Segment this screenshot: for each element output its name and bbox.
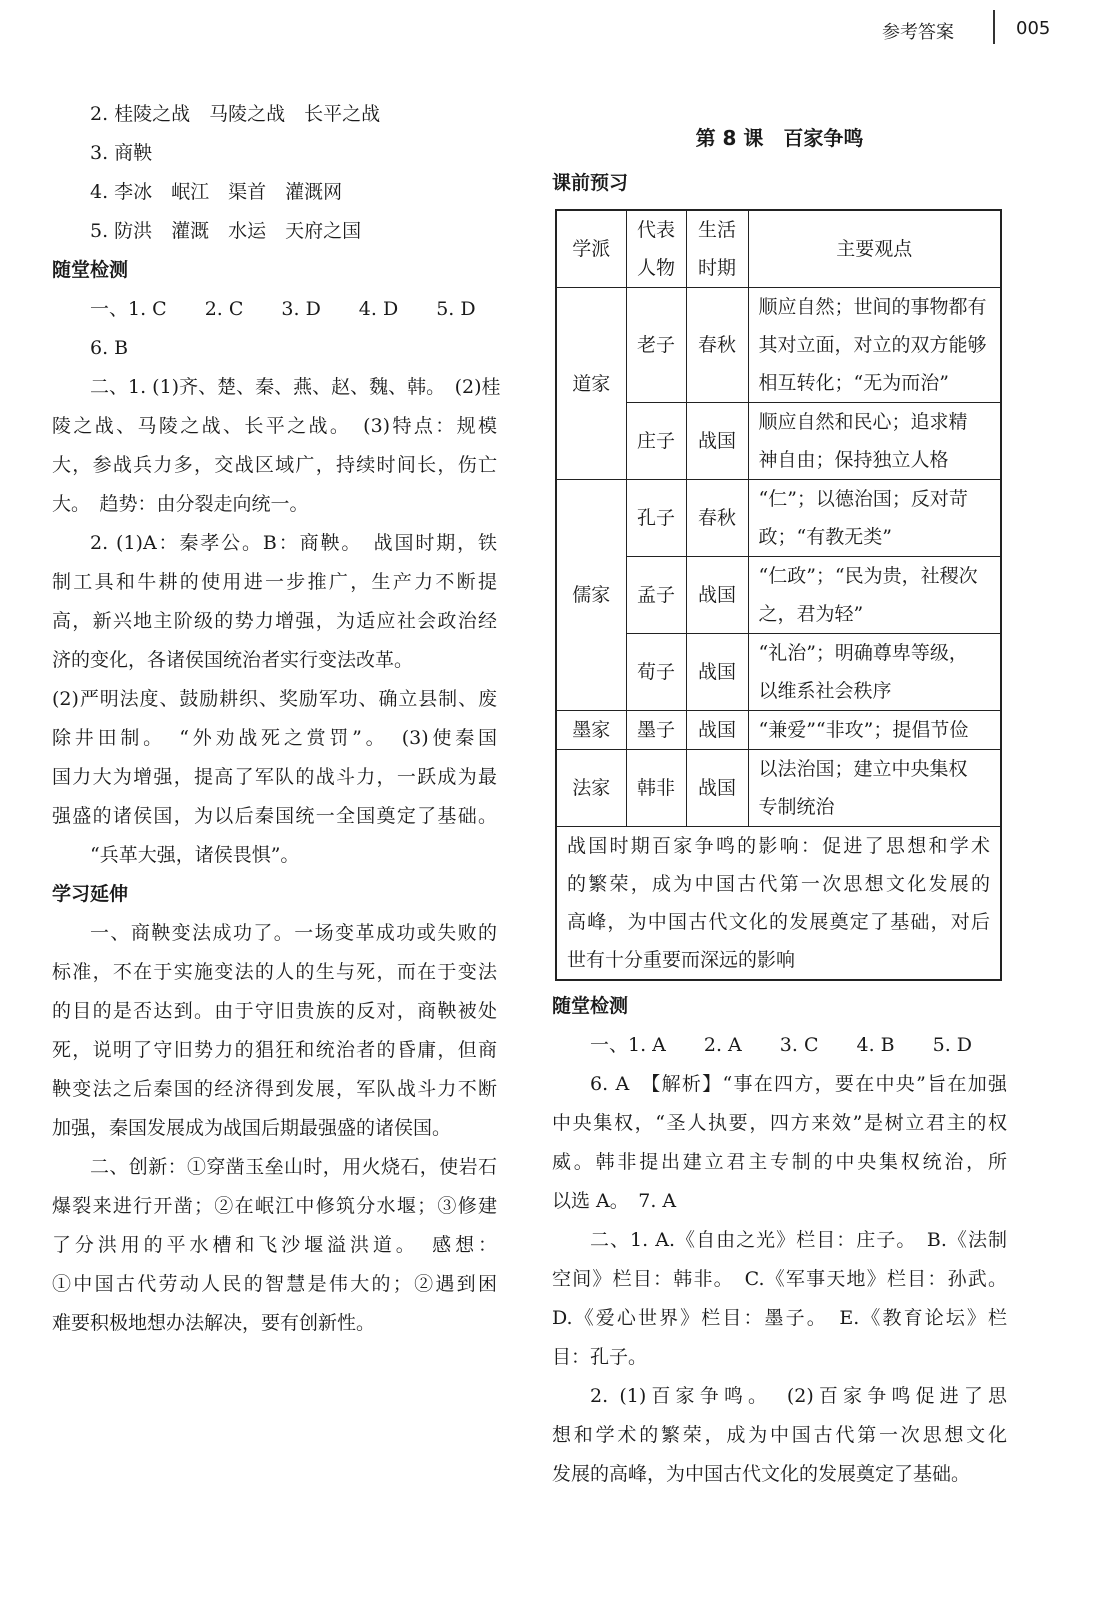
answer-line: 2. 桂陵之战 马陵之战 长平之战 (90, 103, 381, 125)
table-row (556, 288, 1001, 403)
text-line: 济的变化，各诸侯国统治者实行变法改革。 (52, 649, 414, 671)
text-line: 二、创新：①穿凿玉垒山时，用火烧石，使岩石 (90, 1156, 497, 1178)
right-column (552, 118, 1007, 1494)
header-period: 生活 时期 (686, 210, 748, 288)
header-divider (993, 10, 995, 44)
text-line: 大。 趋势：由分裂走向统一。 (52, 493, 309, 515)
text-line: 强盛的诸侯国，为以后秦国统一全国奠定了基础。 (52, 805, 497, 827)
view-cell: “礼治”；明确尊卑等级， 以维系社会秩序 (748, 634, 1001, 711)
answer-line: 5. 防洪 灌溉 水运 天府之国 (90, 220, 362, 242)
text-line: 高，新兴地主阶级的势力增强，为适应社会政治经 (52, 610, 497, 632)
era-cell: 春秋 (686, 288, 748, 403)
answer-paragraph (52, 914, 497, 1148)
table-row (556, 711, 1001, 750)
left-column (52, 95, 501, 1343)
text-line: 空间》栏目：韩非。 C.《军事天地》栏目：孙武。 (552, 1268, 1007, 1290)
person-cell: 孔子 (626, 480, 686, 557)
era-cell: 春秋 (686, 480, 748, 557)
header-representative: 代表 人物 (626, 210, 686, 288)
text-line: 二、1. A.《自由之光》栏目：庄子。 B.《法制 (590, 1229, 1007, 1251)
text-line: 6. A 【解析】“事在四方，要在中央”旨在加强 (590, 1073, 1007, 1095)
table-row (556, 750, 1001, 827)
text-line: ①中国古代劳动人民的智慧是伟大的；②遇到困 (52, 1273, 497, 1295)
text-line: 的目的是否达到。由于守旧贵族的反对，商鞅被处 (52, 1000, 497, 1022)
person-cell: 韩非 (626, 750, 686, 827)
header-views: 主要观点 (748, 210, 1001, 288)
mc-answers: 6. B (90, 337, 129, 359)
lesson-title: 第 8 课 百家争鸣 (695, 126, 864, 150)
person-cell: 孟子 (626, 557, 686, 634)
text-line: 大，参战兵力多，交战区域广，持续时间长，伤亡 (52, 454, 497, 476)
text-line: “兵革大强，诸侯畏惧”。 (90, 844, 300, 866)
text-line: 一、商鞅变法成功了。一场变革成功或失败的 (90, 922, 497, 944)
era-cell: 战国 (686, 403, 748, 480)
school-cell: 法家 (556, 750, 626, 827)
text-line: 制工具和牛耕的使用进一步推广，生产力不断提 (52, 571, 497, 593)
era-cell: 战国 (686, 634, 748, 711)
section-heading: 学习延伸 (52, 883, 129, 905)
person-cell: 老子 (626, 288, 686, 403)
text-line: 目：孔子。 (552, 1346, 648, 1368)
text-line: 2. (1)A：秦孝公。B：商鞅。 战国时期，铁 (90, 532, 497, 554)
answer-paragraph (552, 1377, 1007, 1494)
text-line: 了分洪用的平水槽和飞沙堰溢洪道。 感想： (52, 1234, 497, 1256)
section-heading: 课前预习 (552, 172, 629, 194)
text-line: 陵之战、马陵之战、长平之战。 (3)特点：规模 (52, 415, 497, 437)
header-school: 学派 (556, 210, 626, 288)
era-cell: 战国 (686, 750, 748, 827)
table-summary-row (556, 827, 1001, 981)
text-line: 以选 A。 7. A (552, 1190, 677, 1212)
page-number: 005 (1016, 18, 1051, 39)
person-cell: 墨子 (626, 711, 686, 750)
school-cell: 儒家 (556, 480, 626, 711)
view-cell: “仁”；以德治国；反对苛 政；“有教无类” (748, 480, 1001, 557)
school-cell: 墨家 (556, 711, 626, 750)
summary-cell: 战国时期百家争鸣的影响：促进了思想和学术 的繁荣，成为中国古代第一次思想文化发展的 高峰，为中国古代文化的发展奠定了基础，对后 世有十分重要而深远的影响 (556, 827, 1001, 981)
era-cell: 战国 (686, 557, 748, 634)
header-title: 参考答案 (882, 22, 954, 43)
schools-table (555, 209, 1002, 981)
mc-answers: 一、1. A 2. A 3. C 4. B 5. D (590, 1034, 973, 1056)
answer-paragraph (52, 368, 501, 524)
person-cell: 庄子 (626, 403, 686, 480)
text-line: 难要积极地想办法解决，要有创新性。 (52, 1312, 376, 1334)
view-cell: 顺应自然；世间的事物都有 其对立面，对立的双方能够 相互转化；“无为而治” (748, 288, 1001, 403)
answer-paragraph (52, 524, 497, 875)
mc-answers: 一、1. C 2. C 3. D 4. D 5. D (90, 298, 476, 320)
text-line: 二、1. (1)齐、楚、秦、燕、赵、魏、韩。 (2)桂 (90, 376, 501, 398)
era-cell: 战国 (686, 711, 748, 750)
answer-paragraph (52, 1148, 497, 1343)
school-cell: 道家 (556, 288, 626, 480)
text-line: 发展的高峰，为中国古代文化的发展奠定了基础。 (552, 1463, 971, 1485)
text-line: 中央集权，“圣人执要，四方来效”是树立君主的权 (552, 1112, 1007, 1134)
text-line: (2)严明法度、鼓励耕织、奖励军功、确立县制、废 (52, 688, 497, 710)
answer-line: 3. 商鞅 (90, 142, 153, 164)
text-line: 想和学术的繁荣，成为中国古代第一次思想文化 (552, 1424, 1007, 1446)
text-line: 加强，秦国发展成为战国后期最强盛的诸侯国。 (52, 1117, 452, 1139)
answer-paragraph (552, 1221, 1007, 1377)
view-cell: “兼爱”“非攻”；提倡节俭 (748, 711, 1001, 750)
text-line: 除井田制。 “外劝战死之赏罚”。 (3)使秦国 (52, 727, 497, 749)
answer-line: 4. 李冰 岷江 渠首 灌溉网 (90, 181, 343, 203)
text-line: 国力大为增强，提高了军队的战斗力，一跃成为最 (52, 766, 497, 788)
text-line: D.《爱心世界》栏目：墨子。 E.《教育论坛》栏 (552, 1307, 1007, 1329)
table-row (556, 480, 1001, 557)
view-cell: “仁政”；“民为贵，社稷次 之，君为轻” (748, 557, 1001, 634)
text-line: 鞅变法之后秦国的经济得到发展，军队战斗力不断 (52, 1078, 497, 1100)
section-heading: 随堂检测 (52, 259, 129, 281)
section-heading: 随堂检测 (552, 995, 629, 1017)
view-cell: 顺应自然和民心；追求精 神自由；保持独立人格 (748, 403, 1001, 480)
text-line: 威。韩非提出建立君主专制的中央集权统治，所 (552, 1151, 1007, 1173)
person-cell: 荀子 (626, 634, 686, 711)
text-line: 2. (1)百家争鸣。 (2)百家争鸣促进了思 (590, 1385, 1007, 1407)
text-line: 爆裂来进行开凿；②在岷江中修筑分水堰；③修建 (52, 1195, 497, 1217)
text-line: 死，说明了守旧势力的猖狂和统治者的昏庸，但商 (52, 1039, 497, 1061)
table-header-row (556, 210, 1001, 288)
answer-paragraph (552, 1065, 1007, 1221)
text-line: 标准，不在于实施变法的人的生与死，而在于变法 (52, 961, 497, 983)
view-cell: 以法治国；建立中央集权 专制统治 (748, 750, 1001, 827)
